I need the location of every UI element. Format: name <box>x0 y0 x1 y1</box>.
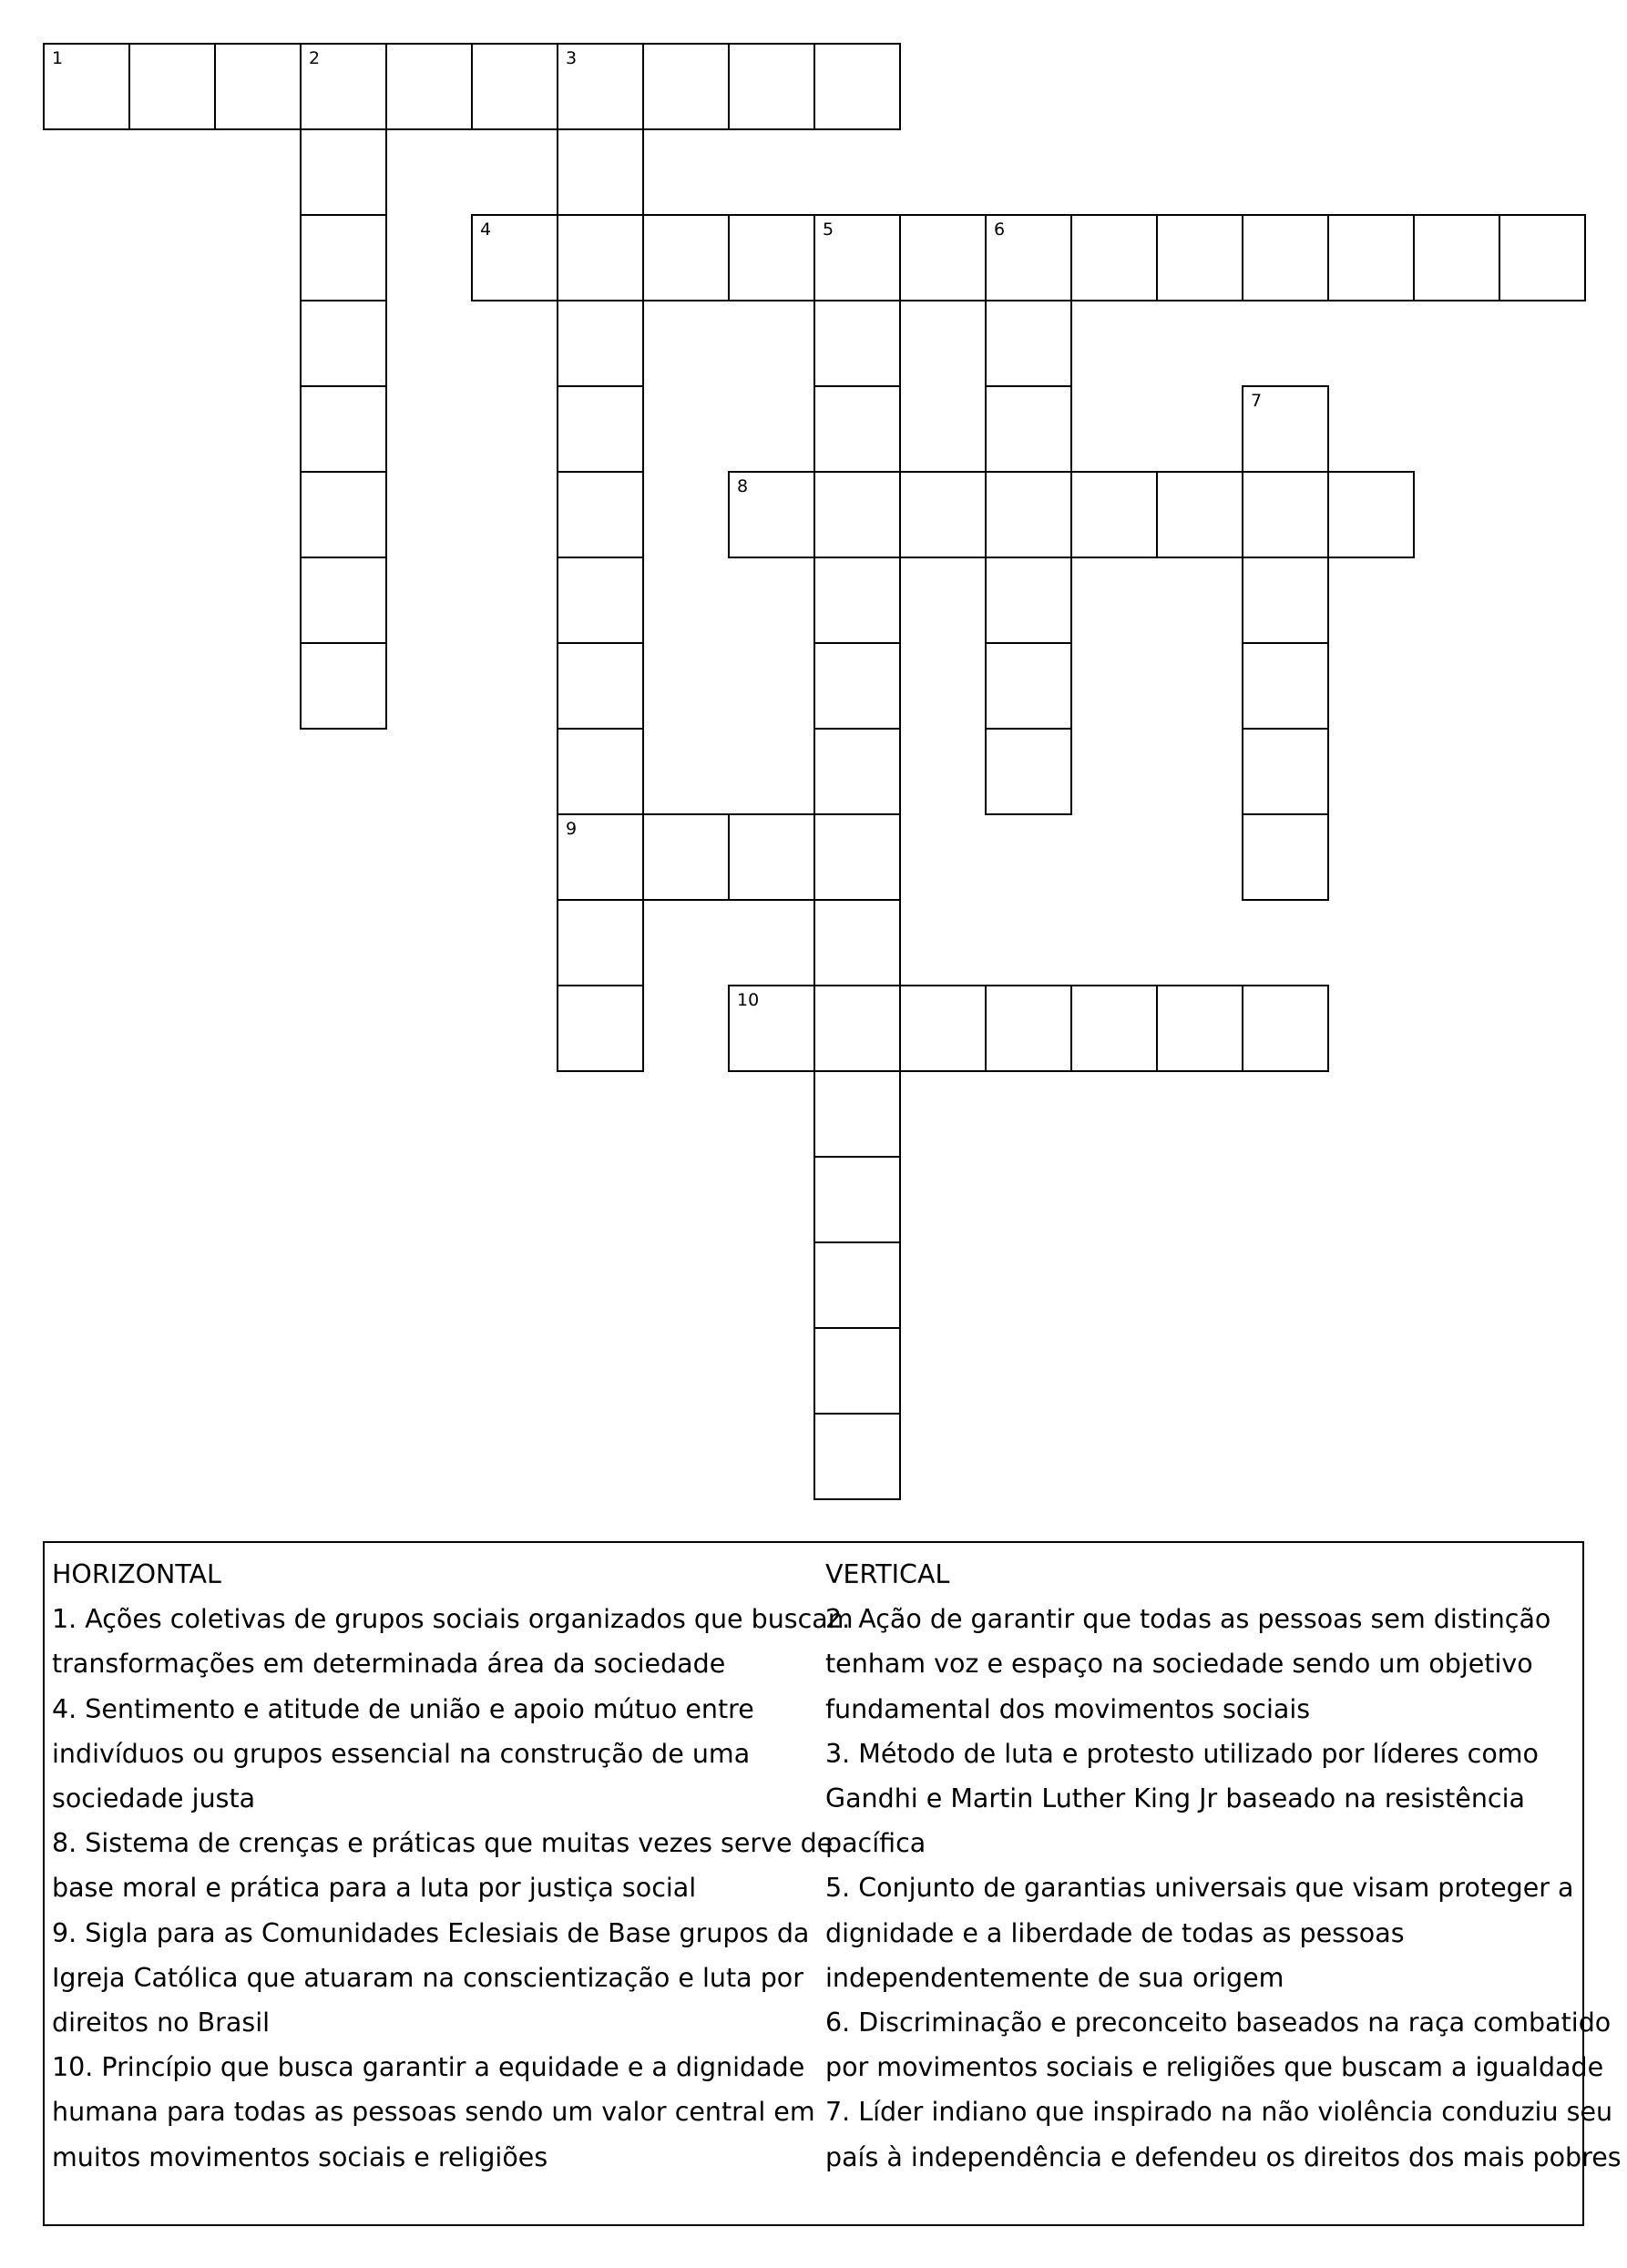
vertical-clue-line: 3. Método de luta e protesto utilizado por líderes como <box>825 1738 1539 1769</box>
crossword-cell[interactable] <box>1070 471 1158 558</box>
vertical-clue-line: fundamental dos movimentos sociais <box>825 1693 1311 1724</box>
vertical-clue-line: 6. Discriminação e preconceito baseados na raça combatido <box>825 2007 1612 2038</box>
vertical-clue-line: país à independência e defendeu os direitos dos mais pobres <box>825 2141 1622 2172</box>
horizontal-clue-line: 10. Princípio que busca garantir a equidade e a dignidade <box>52 2052 805 2083</box>
crossword-cell[interactable] <box>471 214 558 301</box>
crossword-cell[interactable] <box>557 642 644 730</box>
horizontal-clue-line: muitos movimentos sociais e religiões <box>52 2141 548 2172</box>
crossword-cell[interactable] <box>814 557 901 644</box>
crossword-cell[interactable] <box>300 128 387 216</box>
crossword-cell[interactable] <box>214 43 302 130</box>
horizontal-clue-line: base moral e prática para a luta por justiça social <box>52 1873 697 1904</box>
crossword-cell[interactable] <box>814 899 901 986</box>
crossword-cell[interactable] <box>985 985 1072 1072</box>
horizontal-heading: HORIZONTAL <box>52 1559 221 1589</box>
crossword-cell[interactable] <box>385 43 473 130</box>
crossword-cell[interactable] <box>642 214 730 301</box>
crossword-cell[interactable] <box>300 385 387 473</box>
crossword-cell[interactable] <box>1070 985 1158 1072</box>
crossword-cell[interactable] <box>814 300 901 387</box>
crossword-cell[interactable] <box>300 557 387 644</box>
clue-number: 7 <box>1251 391 1263 411</box>
crossword-cell[interactable] <box>814 642 901 730</box>
crossword-cell[interactable] <box>814 1241 901 1329</box>
vertical-clue-line: 2. Ação de garantir que todas as pessoas sem distinção <box>825 1604 1551 1635</box>
clue-number: 9 <box>566 819 578 839</box>
crossword-cell[interactable] <box>1242 728 1329 815</box>
vertical-clue-line: dignidade e a liberdade de todas as pessoas <box>825 1917 1405 1948</box>
crossword-cell[interactable] <box>300 214 387 301</box>
clue-number: 8 <box>737 476 749 496</box>
crossword-cell[interactable] <box>985 300 1072 387</box>
crossword-cell[interactable] <box>814 385 901 473</box>
crossword-cell[interactable] <box>728 471 815 558</box>
crossword-cell[interactable] <box>1413 214 1500 301</box>
crossword-cell[interactable] <box>43 43 130 130</box>
crossword-cell[interactable] <box>1499 214 1586 301</box>
horizontal-clue-line: humana para todas as pessoas sendo um valor central em <box>52 2097 815 2128</box>
crossword-cell[interactable] <box>557 728 644 815</box>
crossword-cell[interactable] <box>985 728 1072 815</box>
horizontal-clue-line: sociedade justa <box>52 1783 256 1814</box>
clues-box <box>43 1541 1622 2226</box>
horizontal-clue-line: 9. Sigla para as Comunidades Eclesiais de Base grupos da <box>52 1917 810 1948</box>
crossword-cell[interactable] <box>300 471 387 558</box>
crossword-cell[interactable] <box>1156 985 1243 1072</box>
crossword-cell[interactable] <box>557 985 644 1072</box>
crossword-cell[interactable] <box>1156 214 1243 301</box>
crossword-cell[interactable] <box>985 214 1072 301</box>
crossword-cell[interactable] <box>814 43 901 130</box>
clue-number: 10 <box>737 990 760 1010</box>
crossword-cell[interactable] <box>300 43 387 130</box>
crossword-cell[interactable] <box>557 43 644 130</box>
vertical-clue-line: por movimentos sociais e religiões que buscam a igualdade <box>825 2052 1604 2083</box>
horizontal-clue-line: transformações em determinada área da sociedade <box>52 1649 726 1680</box>
crossword-cell[interactable] <box>557 214 644 301</box>
vertical-clue-line: independentemente de sua origem <box>825 1962 1284 1993</box>
crossword-cell[interactable] <box>985 385 1072 473</box>
crossword-cell[interactable] <box>728 985 815 1072</box>
crossword-cell[interactable] <box>899 471 987 558</box>
crossword-cell[interactable] <box>814 1327 901 1415</box>
crossword-cell[interactable] <box>985 471 1072 558</box>
crossword-cell[interactable] <box>471 43 558 130</box>
clue-number: 6 <box>994 220 1006 240</box>
horizontal-clue-line: 4. Sentimento e atitude de união e apoio mútuo entre <box>52 1693 754 1724</box>
crossword-cell[interactable] <box>814 214 901 301</box>
crossword-cell[interactable] <box>985 642 1072 730</box>
clue-number: 1 <box>52 48 64 68</box>
crossword-cell[interactable] <box>814 1070 901 1158</box>
crossword-cell[interactable] <box>1242 985 1329 1072</box>
crossword-cell[interactable] <box>1242 471 1329 558</box>
vertical-clue-line: 7. Líder indiano que inspirado na não violência conduziu seu <box>825 2097 1613 2128</box>
crossword-cell[interactable] <box>1242 214 1329 301</box>
vertical-heading: VERTICAL <box>825 1559 950 1589</box>
crossword-cell[interactable] <box>985 557 1072 644</box>
clue-number: 5 <box>823 220 834 240</box>
clue-number: 3 <box>566 48 578 68</box>
crossword-cell[interactable] <box>814 813 901 901</box>
horizontal-clue-line: Igreja Católica que atuaram na conscientização e luta por <box>52 1962 803 1993</box>
crossword-cell[interactable] <box>557 128 644 216</box>
crossword-cell[interactable] <box>1242 642 1329 730</box>
crossword-cell[interactable] <box>814 1413 901 1500</box>
crossword-cell[interactable] <box>728 214 815 301</box>
crossword-cell[interactable] <box>1242 385 1329 473</box>
crossword-cell[interactable] <box>642 813 730 901</box>
crossword-cell[interactable] <box>728 43 815 130</box>
clue-number: 2 <box>309 48 321 68</box>
vertical-clue-line: tenham voz e espaço na sociedade sendo um objetivo <box>825 1649 1533 1680</box>
horizontal-clue-line: direitos no Brasil <box>52 2007 271 2038</box>
crossword-cell[interactable] <box>1242 813 1329 901</box>
crossword-cell[interactable] <box>642 43 730 130</box>
crossword-cell[interactable] <box>557 471 644 558</box>
crossword-cell[interactable] <box>1156 471 1243 558</box>
crossword-cell[interactable] <box>1327 214 1415 301</box>
crossword-cell[interactable] <box>814 728 901 815</box>
crossword-cell[interactable] <box>899 214 987 301</box>
crossword-cell[interactable] <box>1242 557 1329 644</box>
crossword-cell[interactable] <box>814 471 901 558</box>
clue-number: 4 <box>480 220 492 240</box>
vertical-clue-line: Gandhi e Martin Luther King Jr baseado na resistência <box>825 1783 1525 1814</box>
crossword-cell[interactable] <box>557 385 644 473</box>
crossword-cell[interactable] <box>557 899 644 986</box>
horizontal-clue-line: 8. Sistema de crenças e práticas que muitas vezes serve de <box>52 1828 834 1859</box>
crossword-cell[interactable] <box>557 813 644 901</box>
crossword-cell[interactable] <box>899 985 987 1072</box>
crossword-cell[interactable] <box>557 300 644 387</box>
vertical-clue-line: 5. Conjunto de garantias universais que visam proteger a <box>825 1873 1574 1904</box>
crossword-cell[interactable] <box>128 43 216 130</box>
crossword-cell[interactable] <box>300 300 387 387</box>
vertical-clue-line: pacífica <box>825 1828 926 1859</box>
crossword-cell[interactable] <box>728 813 815 901</box>
crossword-cell[interactable] <box>814 1156 901 1243</box>
horizontal-clues <box>52 1552 854 2180</box>
crossword-cell[interactable] <box>1327 471 1415 558</box>
crossword-cell[interactable] <box>557 557 644 644</box>
vertical-clues <box>825 1552 1622 2180</box>
crossword-cell[interactable] <box>300 642 387 730</box>
horizontal-clue-line: 1. Ações coletivas de grupos sociais organizados que buscam <box>52 1604 854 1635</box>
horizontal-clue-line: indivíduos ou grupos essencial na construção de uma <box>52 1738 751 1769</box>
crossword-cell[interactable] <box>814 985 901 1072</box>
crossword-cell[interactable] <box>1070 214 1158 301</box>
